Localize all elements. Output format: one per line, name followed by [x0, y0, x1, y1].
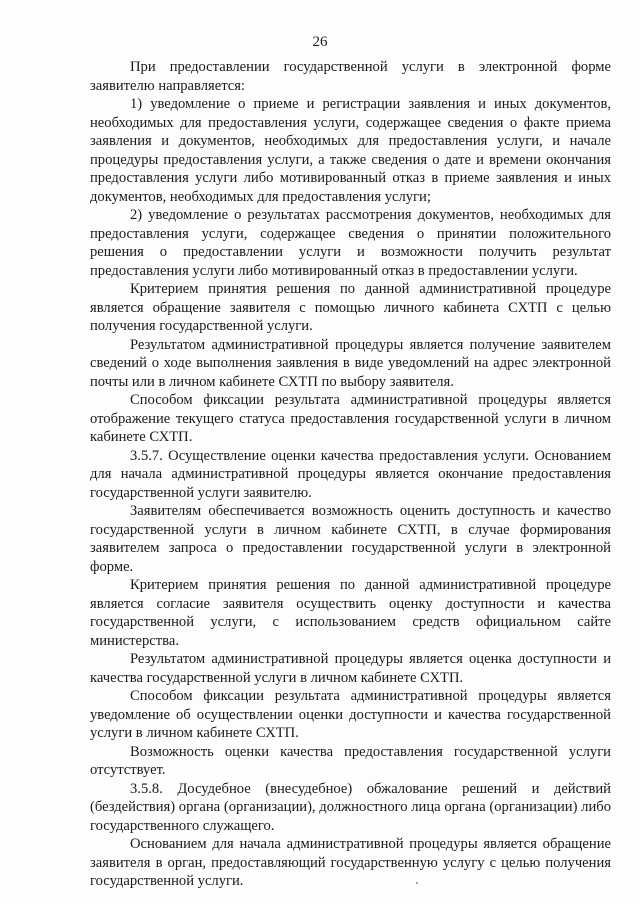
paragraph-notice-receipt: 1) уведомление о приеме и регистрации заявления и иных документов, необходимых для предоставления услуги, содержащее сведения о факте приема заявления и документов, необходимых для предоставления услуги, и начале процедуры предоставления услуги, а также сведения о дате и времени окончания предоставления услуги либо мотивированный отказ в приеме заявления и иных документов, необходимых для предоставления услуги; [90, 96, 611, 205]
paragraph-assessment-result: Результатом административной процедуры является оценка доступности и качества государственной услуги в личном кабинете СХТП. [90, 651, 611, 686]
paragraph-assessment-criterion: Критерием принятия решения по данной административной процедуре является согласие заявителя осуществить оценку доступности и качества государственной услуги, с использованием средств официальном сайте министерства. [90, 577, 611, 649]
section-3-5-8-heading: 3.5.8. Досудебное (внесудебное) обжалование решений и действий (бездействия) органа (организации), должностного лица органа (организации) либо государственного служащего. [90, 780, 611, 834]
paragraph-electronic-form-notices: При предоставлении государственной услуги в электронной форме заявителю направляется: [90, 59, 611, 94]
page-number: 26 [312, 34, 328, 50]
paragraph-notice-results: 2) уведомление о результатах рассмотрения документов, необходимых для предоставления услуги, содержащее сведения о принятии положительного решения о предоставлении услуги и возможности получить результат предоставления услуги либо мотивированный отказ в предоставлении услуги. [90, 207, 611, 279]
paragraph-procedure-result: Результатом административной процедуры является получение заявителем сведений о ходе выполнения заявления в виде уведомлений на адрес электронной почты или в личном кабинете СХТП по выбору заявителя. [90, 336, 611, 390]
paragraph-decision-criterion: Критерием принятия решения по данной административной процедуре является обращение заявителя с помощью личного кабинета СХТП с целью получения государственной услуги. [90, 281, 611, 334]
paragraph-assessment-absent: Возможность оценки качества предоставления государственной услуги отсутствует. [90, 743, 611, 778]
paragraph-quality-assessment: Заявителям обеспечивается возможность оценить доступность и качество государственной услуги в личном кабинете СХТП, в случае формирования заявителем запроса о предоставлении государственной услуги в электронной форме. [90, 503, 611, 575]
paragraph-assessment-fixation: Способом фиксации результата административной процедуры является уведомление об осуществлении оценки доступности и качества государственной услуги в личном кабинете СХТП. [90, 688, 611, 741]
document-body [90, 58, 611, 891]
paragraph-appeal-basis: Основанием для начала административной процедуры является обращение заявителя в орган, предоставляющий государственную услугу с целью получения государственной услуги. [90, 836, 611, 889]
section-3-5-7-heading: 3.5.7. Осуществление оценки качества предоставления услуги. Основанием для начала административной процедуры является окончание предоставления государственной услуги заявителю. [90, 447, 611, 501]
scan-speck [416, 882, 418, 884]
paragraph-fixation-method: Способом фиксации результата административной процедуры является отображение текущего статуса предоставления государственной услуги в личном кабинете СХТП. [90, 392, 611, 445]
